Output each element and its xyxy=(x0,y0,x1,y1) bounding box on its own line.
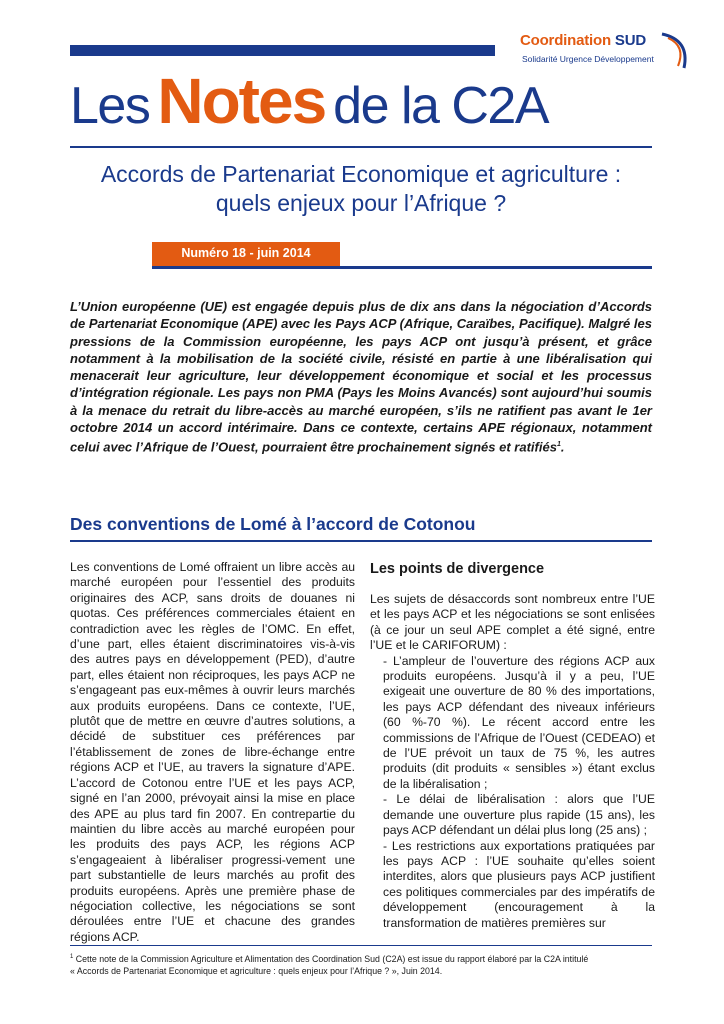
section-heading: Des conventions de Lomé à l’accord de Cotonou xyxy=(70,514,476,534)
document-subtitle xyxy=(70,160,652,218)
list-item: - Les restrictions aux exportations pratiquées par les pays ACP : l’UE souhaite qu’elles soient interdites, alors que plusieurs pays ACP justifient ces politiques commerciales par des impératifs de développement (encouragement à la transformation de matières premières sur xyxy=(383,838,655,930)
footnote-marker: 1 xyxy=(70,954,74,960)
footnote-reference: 1 xyxy=(556,441,561,449)
subtitle-line-1: Accords de Partenariat Economique et agriculture : xyxy=(100,161,622,187)
masthead-title xyxy=(70,64,548,144)
section-rule xyxy=(70,540,652,542)
masthead-rule xyxy=(70,146,652,148)
issue-rule xyxy=(152,266,652,269)
masthead-notes: Notes xyxy=(157,65,326,137)
masthead-les: Les xyxy=(70,77,150,135)
right-column xyxy=(370,592,655,931)
logo-name: Coordination SUD xyxy=(520,32,646,49)
intro-paragraph: L’Union européenne (UE) est engagée depuis plus de dix ans dans la négociation d’Accords de Partenariat Economique (APE) avec les Pays ACP (Afrique, Caraïbes, Pacifique). Malgré les pressions de la Commission européenne, les pays ACP ont jusqu’à présent, et grâce notamment à la mobilisation de la société civile, résisté en partie à une libéralisation qui menacerait leur agriculture, leur développement économique et social et les processus d’intégration régionale. Les pays non PMA (Pays les Moins Avancés) sont aujourd’hui soumis à la menace du retrait du libre-accès au marché européen, s’ils ne ratifient pas avant le 1er octobre 2014 un accord intérimaire. Dans ce contexte, certains APE régionaux, notamment celui avec l’Afrique de l’Ouest, pourraient être prochainement signés et ratifiés$^1$. xyxy=(70,299,652,455)
issue-label: Numéro 18 - juin 2014 xyxy=(181,246,311,260)
divergence-intro: Les sujets de désaccords sont nombreux entre l’UE et les pays ACP et les négociations se sont enlisées (à ce jour un seul APE complet a été signé, entre l’UE et le CARIFORUM) : xyxy=(370,592,655,653)
footnote-rule xyxy=(70,945,652,946)
logo-arc-icon xyxy=(658,30,694,74)
list-item: - Le délai de libéralisation : alors que l’UE demande une ouverture plus rapide (15 ans), les pays ACP défendant un délai plus long (25 ans) ; xyxy=(383,792,655,838)
divergence-heading: Les points de divergence xyxy=(370,561,545,577)
footnote: $^1$ Cette note de la Commission Agriculture et Alimentation des Coordination Sud (C2A) est issue du rapport élaboré par la C2A intitulé « Accords de Partenariat Economique et agriculture : quels enjeux pour l’Afrique ? », Juin 2014. xyxy=(70,953,589,977)
list-item: - L’ampleur de l’ouverture des régions ACP aux produits européens. Jusqu’à il y a peu, l’UE exigeait une ouverture de 80 % des importations, les pays ACP défendant des niveaux inférieurs (60 %-70 %). Le récent accord entre les commissions de l’Afrique de l’Ouest (CEDEAO) et de l’UE prévoit un taux de 75 %, les autres produits (dit produits « sensibles ») étant exclus de la libéralisation ; xyxy=(383,653,655,791)
divergence-list xyxy=(370,654,655,931)
left-column-text: Les conventions de Lomé offraient un libre accès au marché européen pour l’essentiel des produits originaires des ACP, sans droits de douanes ni quotas. Ces préférences commerciales étaient en contradiction avec les règles de l’OMC. En effet, d’une part, elles étaient discriminatoires vis-à-vis des autres pays en développement (PED), d’autre part, elles étaient non réciproques, les pays ACP ne s’engageant pas eux-mêmes à ouvrir leurs marchés aux produits européens. Dans ce contexte, l’UE, plutôt que de mettre en œuvre d’autres solutions, a décidé de substituer ces préférences par l’établissement de zones de libre-échange entre régions ACP et l’UE, au travers la signature d’APE. L’accord de Cotonou entre l’UE et les pays ACP, signé en l’an 2000, prévoyait ainsi la mise en place des APE au plus tard fin 2007. En contrepartie du maintien du libre accès au marché européen pour les produits des pays ACP, les régions ACP s’engageaient à libéraliser progressi-vement une part substantielle de leurs marchés au profit des produits européens. Après une première phase de négociation collective, les négociations se sont déroulées entre l’UE et chacune des grandes régions ACP. xyxy=(70,560,355,944)
logo-tagline: Solidarité Urgence Développement xyxy=(522,54,654,64)
subtitle-line-2: quels enjeux pour l’Afrique ? xyxy=(215,190,507,216)
masthead-rest: de la C2A xyxy=(333,77,549,135)
top-rule xyxy=(70,45,495,56)
